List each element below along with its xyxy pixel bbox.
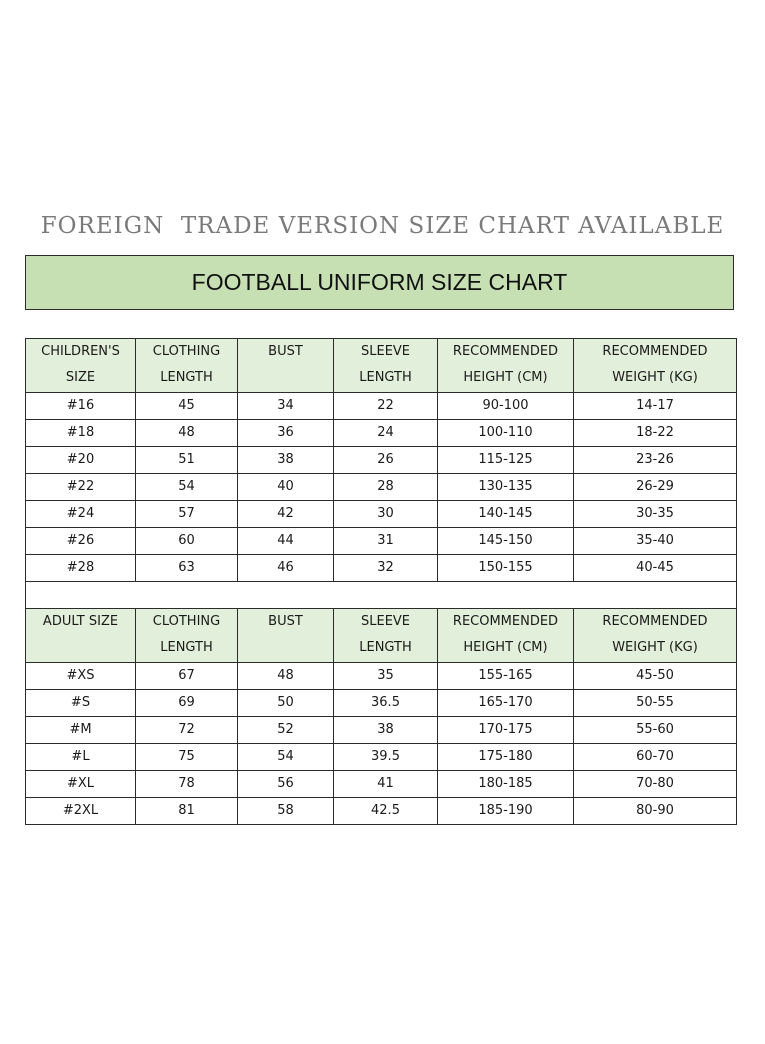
- children-cell: 54: [136, 474, 238, 501]
- adult-cell: 38: [334, 717, 438, 744]
- children-cell: 26-29: [574, 474, 737, 501]
- children-header-text: BUST: [268, 344, 303, 359]
- banner-title: FOOTBALL UNIFORM SIZE CHART: [191, 269, 568, 295]
- children-header-text: CHILDREN'S: [41, 344, 120, 359]
- children-cell: 35-40: [574, 528, 737, 555]
- children-header-row: [26, 339, 737, 393]
- table-row: [26, 717, 737, 744]
- children-header-text: WEIGHT (KG): [612, 370, 698, 385]
- adult-cell: 35: [334, 663, 438, 690]
- adult-cell: 170-175: [438, 717, 574, 744]
- adult-header-text: [238, 635, 333, 661]
- children-cell: 23-26: [574, 447, 737, 474]
- adult-header-row: [26, 609, 737, 663]
- children-cell: 48: [136, 420, 238, 447]
- adult-cell: #M: [26, 717, 136, 744]
- adult-header-text: RECOMMENDED: [452, 614, 559, 629]
- adult-header-cell: [26, 609, 136, 663]
- adult-cell: 55-60: [574, 717, 737, 744]
- adult-header-text: LENGTH: [359, 640, 412, 655]
- adult-header-text: SLEEVE: [360, 614, 411, 629]
- adult-header-text: CLOTHING: [152, 614, 221, 629]
- children-cell: 44: [238, 528, 334, 555]
- adult-cell: 54: [238, 744, 334, 771]
- children-cell: #28: [26, 555, 136, 582]
- adult-cell: 180-185: [438, 771, 574, 798]
- children-cell: 34: [238, 393, 334, 420]
- adult-cell: 75: [136, 744, 238, 771]
- adult-header-text: HEIGHT (CM): [463, 640, 548, 655]
- adult-header-text: LENGTH: [160, 640, 213, 655]
- table-row: [26, 663, 737, 690]
- adult-cell: #XL: [26, 771, 136, 798]
- children-header-text: HEIGHT (CM): [463, 370, 548, 385]
- children-cell: 150-155: [438, 555, 574, 582]
- adult-cell: 175-180: [438, 744, 574, 771]
- children-cell: 60: [136, 528, 238, 555]
- children-cell: 51: [136, 447, 238, 474]
- section-gap-row: [26, 582, 737, 609]
- children-cell: 45: [136, 393, 238, 420]
- children-header-text: CLOTHING: [152, 344, 221, 359]
- adult-header-text: WEIGHT (KG): [612, 640, 698, 655]
- adult-header-text: ADULT SIZE: [42, 614, 119, 629]
- adult-cell: 69: [136, 690, 238, 717]
- children-header-text: SLEEVE: [360, 344, 411, 359]
- children-cell: 40-45: [574, 555, 737, 582]
- adult-cell: 165-170: [438, 690, 574, 717]
- children-cell: #18: [26, 420, 136, 447]
- children-cell: 130-135: [438, 474, 574, 501]
- adult-cell: 48: [238, 663, 334, 690]
- table-row: [26, 690, 737, 717]
- children-cell: #20: [26, 447, 136, 474]
- children-cell: 28: [334, 474, 438, 501]
- table-row: [26, 771, 737, 798]
- adult-cell: 81: [136, 798, 238, 825]
- children-cell: 30-35: [574, 501, 737, 528]
- children-cell: 115-125: [438, 447, 574, 474]
- children-header-text: LENGTH: [160, 370, 213, 385]
- adult-cell: 58: [238, 798, 334, 825]
- adult-cell: 185-190: [438, 798, 574, 825]
- children-header-text: RECOMMENDED: [602, 344, 708, 359]
- adult-cell: 36.5: [334, 690, 438, 717]
- children-header-cell: [438, 339, 574, 393]
- adult-cell: 78: [136, 771, 238, 798]
- children-cell: #26: [26, 528, 136, 555]
- adult-cell: 39.5: [334, 744, 438, 771]
- size-chart-table: [25, 338, 737, 825]
- table-row: [26, 447, 737, 474]
- adult-cell: 50-55: [574, 690, 737, 717]
- children-header-cell: [26, 339, 136, 393]
- children-header-text: LENGTH: [359, 370, 412, 385]
- children-header-text: RECOMMENDED: [452, 344, 559, 359]
- adult-header-cell: [334, 609, 438, 663]
- adult-header-text: BUST: [268, 614, 303, 629]
- table-row: [26, 528, 737, 555]
- adult-header-text: RECOMMENDED: [602, 614, 708, 629]
- children-cell: 22: [334, 393, 438, 420]
- adult-cell: 60-70: [574, 744, 737, 771]
- table-row: [26, 555, 737, 582]
- children-cell: 63: [136, 555, 238, 582]
- adult-header-cell: [238, 609, 334, 663]
- chart-banner: [25, 255, 734, 310]
- table-row: [26, 501, 737, 528]
- adult-cell: 50: [238, 690, 334, 717]
- children-header-cell: [334, 339, 438, 393]
- adult-cell: 42.5: [334, 798, 438, 825]
- adult-cell: 45-50: [574, 663, 737, 690]
- children-cell: 30: [334, 501, 438, 528]
- adult-cell: #S: [26, 690, 136, 717]
- table-row: [26, 420, 737, 447]
- adult-cell: #XS: [26, 663, 136, 690]
- adult-cell: #L: [26, 744, 136, 771]
- adult-cell: 56: [238, 771, 334, 798]
- children-header-cell: [238, 339, 334, 393]
- children-cell: #16: [26, 393, 136, 420]
- children-cell: 24: [334, 420, 438, 447]
- adult-cell: 41: [334, 771, 438, 798]
- adult-header-text: [26, 635, 135, 661]
- children-cell: 32: [334, 555, 438, 582]
- adult-cell: 155-165: [438, 663, 574, 690]
- adult-cell: 72: [136, 717, 238, 744]
- children-cell: 57: [136, 501, 238, 528]
- section-gap: [26, 582, 737, 609]
- children-cell: 26: [334, 447, 438, 474]
- adult-header-cell: [136, 609, 238, 663]
- children-cell: 100-110: [438, 420, 574, 447]
- children-cell: 140-145: [438, 501, 574, 528]
- children-cell: 36: [238, 420, 334, 447]
- children-cell: 40: [238, 474, 334, 501]
- children-cell: 31: [334, 528, 438, 555]
- adult-cell: 67: [136, 663, 238, 690]
- children-header-text: [238, 365, 333, 391]
- children-header-cell: [574, 339, 737, 393]
- children-cell: 145-150: [438, 528, 574, 555]
- adult-header-cell: [438, 609, 574, 663]
- children-cell: 38: [238, 447, 334, 474]
- adult-cell: #2XL: [26, 798, 136, 825]
- table-row: [26, 474, 737, 501]
- children-header-text: SIZE: [65, 370, 96, 385]
- children-cell: 46: [238, 555, 334, 582]
- children-cell: 18-22: [574, 420, 737, 447]
- children-cell: 14-17: [574, 393, 737, 420]
- adult-cell: 52: [238, 717, 334, 744]
- children-cell: 42: [238, 501, 334, 528]
- children-header-cell: [136, 339, 238, 393]
- page-title: FOREIGN TRADE VERSION SIZE CHART AVAILABLE: [40, 213, 725, 239]
- adult-cell: 80-90: [574, 798, 737, 825]
- table-row: [26, 744, 737, 771]
- children-cell: 90-100: [438, 393, 574, 420]
- table-row: [26, 393, 737, 420]
- adult-cell: 70-80: [574, 771, 737, 798]
- table-row: [26, 798, 737, 825]
- adult-header-cell: [574, 609, 737, 663]
- children-cell: #24: [26, 501, 136, 528]
- children-cell: #22: [26, 474, 136, 501]
